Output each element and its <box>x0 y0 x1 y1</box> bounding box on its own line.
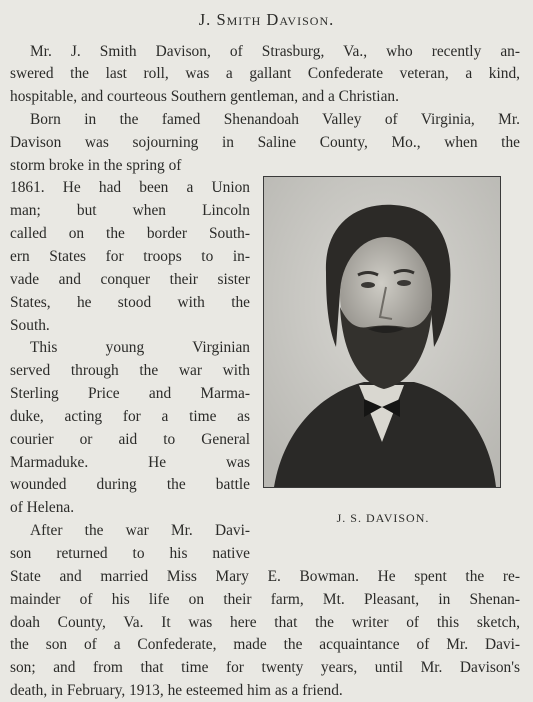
text-line: duke, acting for a time as <box>10 408 250 425</box>
text-line: After the war Mr. Davi- <box>30 522 250 539</box>
text-line: State and married Miss Mary E. Bowman. He spent the re- <box>10 568 520 585</box>
text-line: This young Virginian <box>30 339 250 356</box>
text-line: Sterling Price and Marma- <box>10 385 250 402</box>
text-line: doah County, Va. It was here that the writer of this sketch, <box>10 614 520 631</box>
text-line: South. <box>10 317 50 334</box>
article-title <box>0 10 533 30</box>
text-line: 1861. He had been a Union <box>10 179 250 196</box>
text-line: Mr. J. Smith Davison, of Strasburg, Va., who recently an- <box>30 43 520 60</box>
text-line: wounded during the battle <box>10 476 250 493</box>
text-line: swered the last roll, was a gallant Confederate veteran, a kind, <box>10 65 520 82</box>
text-line: called on the border South- <box>10 225 250 242</box>
text-line: son returned to his native <box>10 545 250 562</box>
text-line: storm broke in the spring of <box>10 157 182 174</box>
title-prefix: J. <box>198 10 217 29</box>
text-line: the son of a Confederate, made the acquaintance of Mr. Davi- <box>10 636 520 653</box>
text-line: courier or aid to General <box>10 431 250 448</box>
text-line: of Helena. <box>10 499 75 516</box>
text-line: Born in the famed Shenandoah Valley of Virginia, Mr. <box>30 111 520 128</box>
title-name: Smith Davison. <box>216 10 335 29</box>
text-line: death, in February, 1913, he esteemed him as a friend. <box>10 682 343 699</box>
text-line: hospitable, and courteous Southern gentleman, and a Christian. <box>10 88 399 105</box>
text-line: ern States for troops to in- <box>10 248 250 265</box>
text-line: man; but when Lincoln <box>10 202 250 219</box>
text-line: Davison was sojourning in Saline County, Mo., when the <box>10 134 520 151</box>
photo-caption: J. S. DAVISON. <box>336 511 430 525</box>
text-line: vade and conquer their sister <box>10 271 250 288</box>
text-line: Marmaduke. He was <box>10 454 250 471</box>
text-line: States, he stood with the <box>10 294 250 311</box>
portrait-photo <box>263 176 501 488</box>
text-line: served through the war with <box>10 362 250 379</box>
text-line: son; and from that time for twenty years, until Mr. Davison's <box>10 659 520 676</box>
text-line: mainder of his life on their farm, Mt. Pleasant, in Shenan- <box>10 591 520 608</box>
